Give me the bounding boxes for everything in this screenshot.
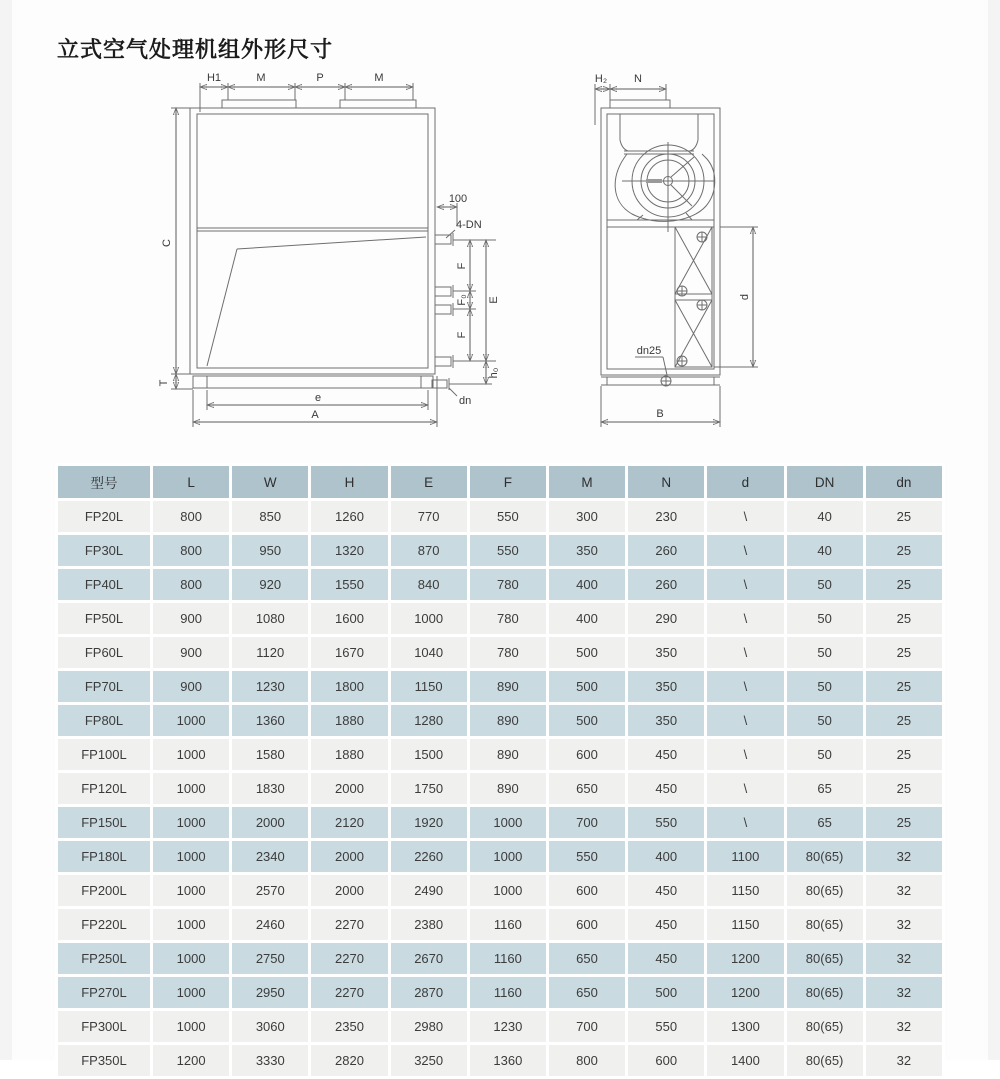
dim-label-dn25: dn25: [636, 345, 662, 357]
column-header: L: [153, 466, 229, 498]
table-body: [58, 501, 942, 1076]
side-dimension-chain: [601, 227, 758, 427]
value-cell: 350: [549, 535, 625, 566]
value-cell: 1800: [311, 671, 387, 702]
dim-label-m2: M: [374, 72, 384, 84]
value-cell: 400: [628, 841, 704, 872]
value-cell: 1500: [391, 739, 467, 770]
value-cell: 2120: [311, 807, 387, 838]
value-cell: 2270: [311, 943, 387, 974]
column-header: M: [549, 466, 625, 498]
top-dimension-chain: [200, 72, 413, 112]
value-cell: 2000: [311, 875, 387, 906]
dim-label-c: C: [161, 239, 173, 247]
model-cell: FP30L: [58, 535, 150, 566]
table-row: [58, 501, 942, 532]
value-cell: 1150: [707, 875, 783, 906]
value-cell: 32: [866, 977, 942, 1008]
column-header: W: [232, 466, 308, 498]
value-cell: 350: [628, 671, 704, 702]
front-view-diagram: [150, 55, 515, 450]
value-cell: 1040: [391, 637, 467, 668]
value-cell: 1920: [391, 807, 467, 838]
value-cell: 50: [787, 739, 863, 770]
value-cell: 80(65): [787, 1045, 863, 1076]
value-cell: 1150: [391, 671, 467, 702]
table-row: [58, 739, 942, 770]
value-cell: 780: [470, 603, 546, 634]
value-cell: 1150: [707, 909, 783, 940]
value-cell: 1400: [707, 1045, 783, 1076]
value-cell: 25: [866, 705, 942, 736]
value-cell: 2820: [311, 1045, 387, 1076]
value-cell: 2380: [391, 909, 467, 940]
value-cell: 40: [787, 501, 863, 532]
value-cell: 650: [549, 943, 625, 974]
dim-label-e: e: [314, 392, 322, 404]
value-cell: 260: [628, 569, 704, 600]
value-cell: 800: [153, 569, 229, 600]
value-cell: \: [707, 739, 783, 770]
value-cell: 770: [391, 501, 467, 532]
value-cell: 2000: [311, 841, 387, 872]
fan-icon: [615, 114, 715, 232]
value-cell: 1280: [391, 705, 467, 736]
cabinet-outline-side: [601, 100, 720, 385]
value-cell: 1120: [232, 637, 308, 668]
page-title: 立式空气处理机组外形尺寸: [57, 36, 334, 62]
value-cell: 800: [549, 1045, 625, 1076]
value-cell: 25: [866, 603, 942, 634]
value-cell: 1230: [470, 1011, 546, 1042]
value-cell: 2340: [232, 841, 308, 872]
value-cell: 32: [866, 875, 942, 906]
value-cell: 260: [628, 535, 704, 566]
value-cell: 2750: [232, 943, 308, 974]
value-cell: \: [707, 807, 783, 838]
vent-plug-icon: [677, 356, 687, 366]
value-cell: 350: [628, 705, 704, 736]
value-cell: 1580: [232, 739, 308, 770]
model-cell: FP60L: [58, 637, 150, 668]
value-cell: 1600: [311, 603, 387, 634]
table-row: [58, 841, 942, 872]
column-header: E: [391, 466, 467, 498]
value-cell: 650: [549, 773, 625, 804]
value-cell: 900: [153, 637, 229, 668]
value-cell: 600: [549, 875, 625, 906]
value-cell: 850: [232, 501, 308, 532]
top-dimension-chain-side: [595, 73, 666, 125]
page-left-margin: [0, 0, 12, 1060]
value-cell: 1000: [153, 977, 229, 1008]
value-cell: 500: [549, 705, 625, 736]
value-cell: 900: [153, 603, 229, 634]
value-cell: 1000: [153, 875, 229, 906]
value-cell: 80(65): [787, 977, 863, 1008]
value-cell: 80(65): [787, 875, 863, 906]
value-cell: 600: [628, 1045, 704, 1076]
value-cell: 1000: [470, 841, 546, 872]
table-row: [58, 773, 942, 804]
table-row: [58, 603, 942, 634]
value-cell: 1000: [391, 603, 467, 634]
value-cell: 1080: [232, 603, 308, 634]
value-cell: 500: [549, 671, 625, 702]
value-cell: 2270: [311, 909, 387, 940]
value-cell: \: [707, 535, 783, 566]
value-cell: \: [707, 637, 783, 668]
value-cell: 32: [866, 943, 942, 974]
model-cell: FP20L: [58, 501, 150, 532]
value-cell: 800: [153, 501, 229, 532]
drain-plug-icon: [661, 376, 671, 386]
value-cell: 2000: [232, 807, 308, 838]
value-cell: 780: [470, 637, 546, 668]
right-dimension-chain: [437, 193, 500, 407]
value-cell: 950: [232, 535, 308, 566]
value-cell: 50: [787, 671, 863, 702]
dim-label-t: T: [158, 379, 170, 387]
value-cell: 2350: [311, 1011, 387, 1042]
value-cell: 1000: [153, 909, 229, 940]
value-cell: 1750: [391, 773, 467, 804]
dim-label-h1: H1: [206, 72, 222, 84]
value-cell: 890: [470, 705, 546, 736]
value-cell: \: [707, 603, 783, 634]
value-cell: 32: [866, 1045, 942, 1076]
value-cell: 50: [787, 637, 863, 668]
table-row: [58, 909, 942, 940]
value-cell: 1160: [470, 943, 546, 974]
value-cell: 1360: [232, 705, 308, 736]
value-cell: 25: [866, 501, 942, 532]
page-right-margin: [988, 0, 1000, 1060]
value-cell: 1000: [153, 807, 229, 838]
table-row: [58, 1011, 942, 1042]
value-cell: 600: [549, 739, 625, 770]
value-cell: \: [707, 569, 783, 600]
value-cell: 650: [549, 977, 625, 1008]
value-cell: 1300: [707, 1011, 783, 1042]
value-cell: 3060: [232, 1011, 308, 1042]
dimension-table-wrap: [55, 463, 945, 1079]
table-row: [58, 671, 942, 702]
value-cell: 870: [391, 535, 467, 566]
column-header: N: [628, 466, 704, 498]
dim-label-a: A: [311, 409, 319, 421]
value-cell: 1260: [311, 501, 387, 532]
value-cell: 550: [628, 807, 704, 838]
table-row: [58, 977, 942, 1008]
model-cell: FP70L: [58, 671, 150, 702]
value-cell: 1000: [153, 773, 229, 804]
column-header: H: [311, 466, 387, 498]
value-cell: 65: [787, 773, 863, 804]
dim-label-n: N: [634, 73, 642, 85]
value-cell: 900: [153, 671, 229, 702]
value-cell: 80(65): [787, 1011, 863, 1042]
value-cell: 2570: [232, 875, 308, 906]
dim-label-d: d: [739, 293, 751, 301]
model-cell: FP200L: [58, 875, 150, 906]
dim-label-p: P: [316, 72, 324, 84]
value-cell: 550: [470, 535, 546, 566]
value-cell: 2000: [311, 773, 387, 804]
cabinet-outline-front: [190, 100, 435, 388]
value-cell: \: [707, 501, 783, 532]
value-cell: 300: [549, 501, 625, 532]
value-cell: 1320: [311, 535, 387, 566]
model-cell: FP100L: [58, 739, 150, 770]
value-cell: 400: [549, 603, 625, 634]
value-cell: 400: [549, 569, 625, 600]
value-cell: 290: [628, 603, 704, 634]
value-cell: 1200: [707, 943, 783, 974]
value-cell: 25: [866, 739, 942, 770]
model-cell: FP40L: [58, 569, 150, 600]
value-cell: 50: [787, 705, 863, 736]
value-cell: 1000: [153, 739, 229, 770]
table-row: [58, 1045, 942, 1076]
value-cell: 600: [549, 909, 625, 940]
column-header: 型号: [58, 466, 150, 498]
value-cell: 1000: [470, 807, 546, 838]
value-cell: 1360: [470, 1045, 546, 1076]
column-header: dn: [866, 466, 942, 498]
value-cell: 65: [787, 807, 863, 838]
value-cell: 1880: [311, 705, 387, 736]
value-cell: 450: [628, 773, 704, 804]
value-cell: 80(65): [787, 909, 863, 940]
value-cell: 450: [628, 943, 704, 974]
value-cell: 450: [628, 909, 704, 940]
value-cell: 25: [866, 535, 942, 566]
value-cell: 25: [866, 569, 942, 600]
vent-plug-icon: [697, 232, 707, 242]
value-cell: 1000: [153, 705, 229, 736]
left-dimension-chain: [158, 108, 193, 389]
column-header: F: [470, 466, 546, 498]
value-cell: 32: [866, 841, 942, 872]
value-cell: 40: [787, 535, 863, 566]
value-cell: 840: [391, 569, 467, 600]
value-cell: 1000: [153, 1011, 229, 1042]
value-cell: 350: [628, 637, 704, 668]
value-cell: 1000: [153, 841, 229, 872]
coil-section: [635, 227, 712, 386]
value-cell: 450: [628, 875, 704, 906]
value-cell: 25: [866, 671, 942, 702]
dim-label-100: 100: [448, 193, 468, 205]
table-row: [58, 535, 942, 566]
value-cell: 1000: [470, 875, 546, 906]
value-cell: 1160: [470, 977, 546, 1008]
model-cell: FP50L: [58, 603, 150, 634]
dim-label-f0: F₀: [456, 294, 468, 306]
value-cell: 3330: [232, 1045, 308, 1076]
model-cell: FP120L: [58, 773, 150, 804]
table-row: [58, 705, 942, 736]
model-cell: FP350L: [58, 1045, 150, 1076]
dim-label-f-lower: F: [456, 331, 468, 339]
value-cell: 25: [866, 637, 942, 668]
dim-label-h2: H₂: [594, 73, 608, 85]
model-cell: FP180L: [58, 841, 150, 872]
value-cell: 1550: [311, 569, 387, 600]
value-cell: 2260: [391, 841, 467, 872]
dim-label-4dn: 4-DN: [456, 219, 482, 231]
model-cell: FP220L: [58, 909, 150, 940]
value-cell: 1230: [232, 671, 308, 702]
table-row: [58, 569, 942, 600]
value-cell: 230: [628, 501, 704, 532]
value-cell: 1160: [470, 909, 546, 940]
vent-plug-icon: [677, 286, 687, 296]
model-cell: FP250L: [58, 943, 150, 974]
value-cell: \: [707, 773, 783, 804]
model-cell: FP150L: [58, 807, 150, 838]
value-cell: 500: [628, 977, 704, 1008]
value-cell: 550: [470, 501, 546, 532]
value-cell: 890: [470, 739, 546, 770]
value-cell: 1200: [707, 977, 783, 1008]
value-cell: 50: [787, 569, 863, 600]
value-cell: 2950: [232, 977, 308, 1008]
value-cell: 1000: [153, 943, 229, 974]
value-cell: 25: [866, 807, 942, 838]
bottom-dimension-chain: [193, 376, 437, 427]
vent-plug-icon: [697, 300, 707, 310]
value-cell: 1880: [311, 739, 387, 770]
column-header: DN: [787, 466, 863, 498]
value-cell: 80(65): [787, 841, 863, 872]
value-cell: 2270: [311, 977, 387, 1008]
value-cell: 2870: [391, 977, 467, 1008]
value-cell: 32: [866, 1011, 942, 1042]
value-cell: 450: [628, 739, 704, 770]
value-cell: 800: [153, 535, 229, 566]
value-cell: 1200: [153, 1045, 229, 1076]
value-cell: 2980: [391, 1011, 467, 1042]
dim-label-f-upper: F: [456, 262, 468, 270]
dim-label-b: B: [656, 408, 664, 420]
table-row: [58, 807, 942, 838]
value-cell: 50: [787, 603, 863, 634]
value-cell: 700: [549, 807, 625, 838]
model-cell: FP270L: [58, 977, 150, 1008]
dim-label-e-chain: E: [488, 296, 500, 304]
value-cell: 890: [470, 671, 546, 702]
value-cell: 32: [866, 909, 942, 940]
value-cell: 1100: [707, 841, 783, 872]
table-header-row: [58, 466, 942, 498]
value-cell: 890: [470, 773, 546, 804]
table-row: [58, 637, 942, 668]
value-cell: 550: [549, 841, 625, 872]
value-cell: \: [707, 671, 783, 702]
value-cell: 1830: [232, 773, 308, 804]
value-cell: 2460: [232, 909, 308, 940]
value-cell: 25: [866, 773, 942, 804]
dim-label-m1: M: [256, 72, 266, 84]
table-row: [58, 875, 942, 906]
model-cell: FP300L: [58, 1011, 150, 1042]
value-cell: 2490: [391, 875, 467, 906]
dimension-table: [55, 463, 945, 1079]
column-header: d: [707, 466, 783, 498]
value-cell: 80(65): [787, 943, 863, 974]
value-cell: 780: [470, 569, 546, 600]
dim-label-dn: dn: [459, 395, 472, 407]
value-cell: 700: [549, 1011, 625, 1042]
value-cell: 500: [549, 637, 625, 668]
value-cell: \: [707, 705, 783, 736]
model-cell: FP80L: [58, 705, 150, 736]
value-cell: 2670: [391, 943, 467, 974]
value-cell: 3250: [391, 1045, 467, 1076]
value-cell: 920: [232, 569, 308, 600]
table-row: [58, 943, 942, 974]
side-view-diagram: [585, 55, 785, 450]
dim-label-h0: h₀: [488, 367, 500, 379]
value-cell: 550: [628, 1011, 704, 1042]
value-cell: 1670: [311, 637, 387, 668]
